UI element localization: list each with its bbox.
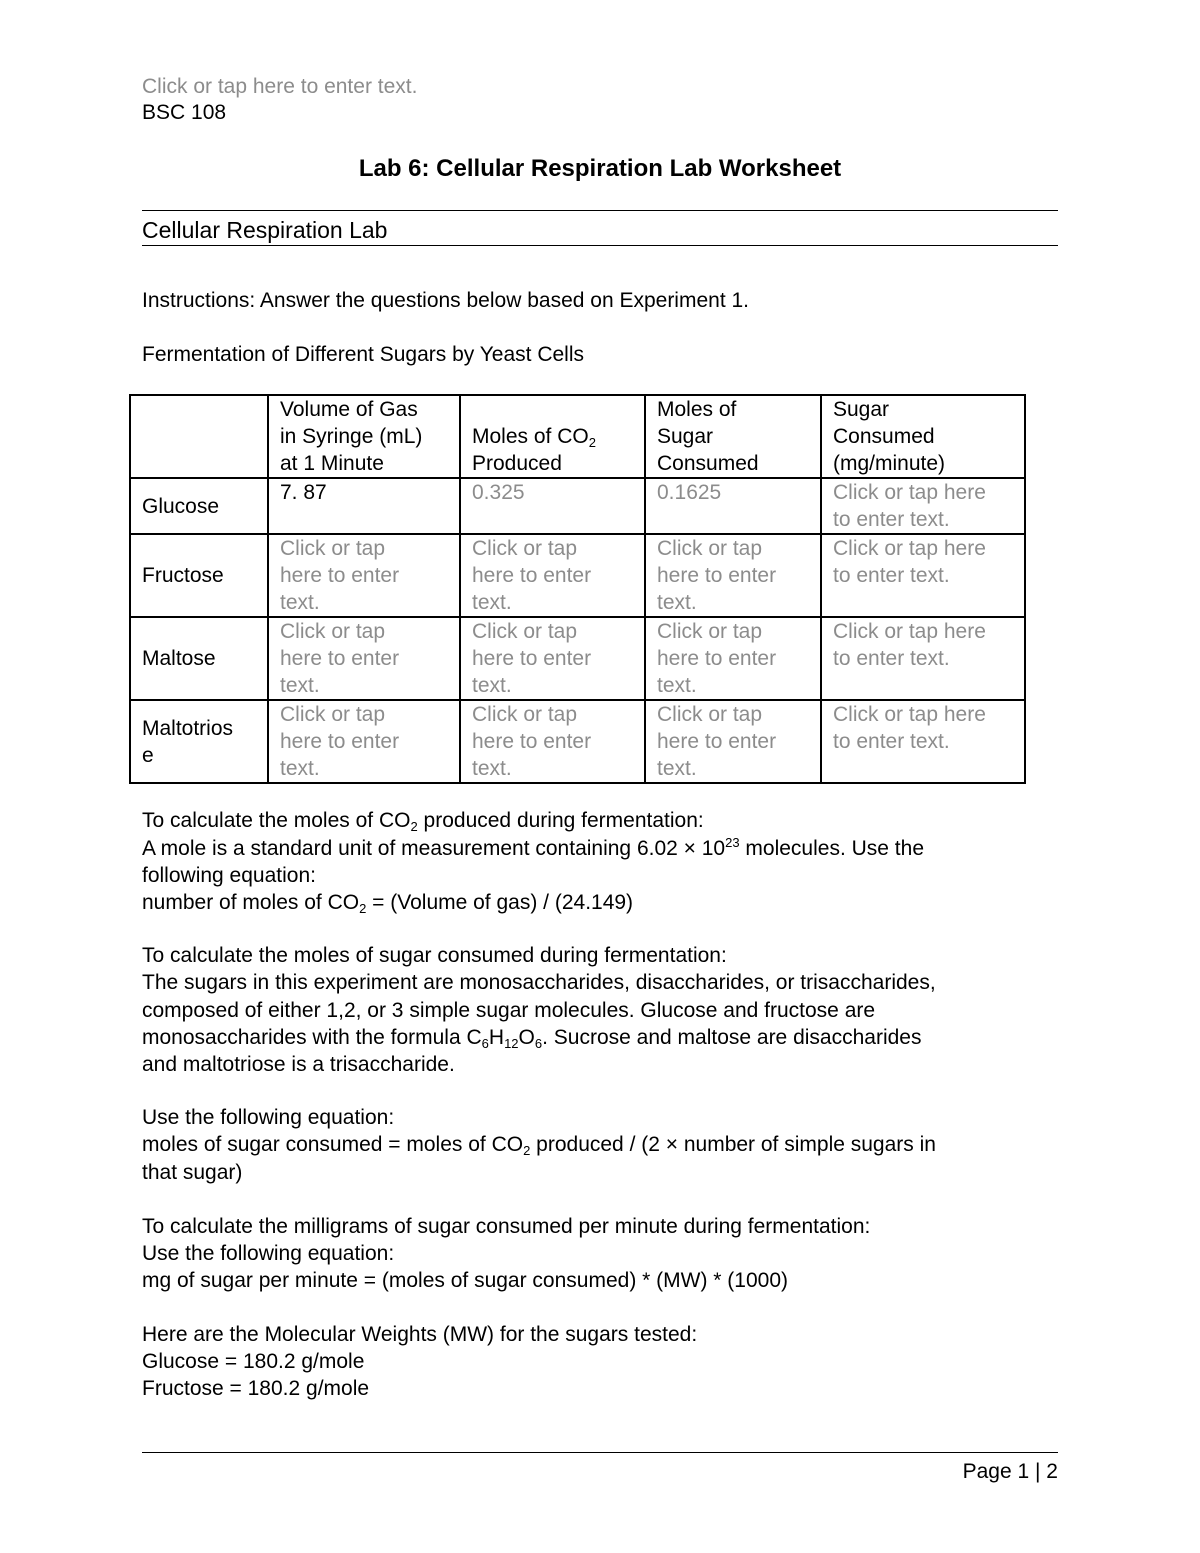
use-equation-label: Use the following equation: — [142, 1242, 395, 1265]
cell-mg-per-min-glucose[interactable] — [821, 478, 1025, 534]
cell-placeholder-line: Click or tap here — [833, 537, 986, 560]
page-number: Page 1 | 2 — [962, 1460, 1058, 1483]
sugar-paragraph-line: composed of either 1,2, or 3 simple sugar molecules. Glucose and fructose are — [142, 999, 876, 1022]
formula-subscript: 6 — [534, 1036, 543, 1051]
cell-placeholder-line: Click or tap — [472, 703, 578, 726]
cell-moles-sugar-maltotriose[interactable] — [645, 700, 821, 783]
row-label-text: Fructose — [142, 564, 224, 587]
header-volume-line: in Syringe (mL) — [280, 425, 423, 448]
cell-placeholder-line: here to enter — [472, 564, 592, 587]
co2-subscript: 2 — [410, 819, 418, 834]
instructions-text: Instructions: Answer the questions below based on Experiment 1. — [142, 289, 750, 312]
equation-moles-sugar — [142, 1131, 1072, 1158]
cell-mg-per-min-maltotriose[interactable] — [821, 700, 1025, 783]
cell-placeholder-line: Click or tap — [472, 620, 578, 643]
header-moles-co2-line: Produced — [472, 452, 562, 475]
row-label-glucose — [130, 478, 268, 534]
cell-placeholder-line: Click or tap — [280, 620, 386, 643]
cell-placeholder-line: here to enter — [472, 730, 592, 753]
section-heading: Cellular Respiration Lab — [142, 217, 388, 243]
header-empty-cell — [130, 395, 268, 478]
header-volume — [268, 395, 460, 478]
cell-placeholder-line: text. — [472, 674, 512, 697]
cell-mg-per-min-maltose[interactable] — [821, 617, 1025, 700]
mole-definition-text: molecules. Use the — [739, 837, 924, 860]
cell-moles-co2-maltose[interactable] — [460, 617, 645, 700]
sugar-paragraph-line: and maltotriose is a trisaccharide. — [142, 1053, 455, 1076]
header-sugar-consumed-line: (mg/minute) — [833, 452, 946, 475]
sugar-paragraph-text: H — [488, 1026, 505, 1049]
section-bottom-rule — [142, 245, 1058, 246]
sugar-paragraph-text: . Sucrose and maltose are disaccharides — [542, 1026, 922, 1049]
cell-placeholder-line: text. — [657, 757, 697, 780]
cell-placeholder-line: text. — [280, 591, 320, 614]
cell-placeholder-line: here to enter — [280, 730, 400, 753]
header-sugar-consumed — [821, 395, 1025, 478]
table-row-glucose — [130, 478, 1025, 534]
cell-placeholder-line: to enter text. — [833, 508, 950, 531]
equation-text: = (Volume of gas) / (24.149) — [366, 891, 634, 914]
row-label-text: Maltotrios — [142, 716, 234, 740]
header-moles-sugar-line: Consumed — [657, 452, 759, 475]
header-moles-co2 — [460, 395, 645, 478]
cell-placeholder-line: Click or tap — [657, 703, 763, 726]
row-label-text: Maltose — [142, 647, 216, 670]
fermentation-table — [129, 394, 1026, 784]
cell-placeholder-line: here to enter — [657, 730, 777, 753]
equation-text: moles of sugar consumed = moles of CO — [142, 1133, 524, 1156]
cell-placeholder-line: text. — [280, 674, 320, 697]
sugar-paragraph-line — [142, 1024, 1072, 1051]
formula-subscript: 12 — [504, 1036, 519, 1051]
cell-placeholder-line: text. — [657, 674, 697, 697]
equation-mg-per-minute: mg of sugar per minute = (moles of sugar consumed) * (MW) * (1000) — [142, 1269, 788, 1292]
sugar-intro: To calculate the moles of sugar consumed during fermentation: — [142, 944, 727, 967]
cell-value: 0.1625 — [657, 481, 722, 504]
header-volume-line: Volume of Gas — [280, 398, 418, 421]
cell-moles-sugar-glucose[interactable] — [645, 478, 821, 534]
cell-value: 7. 87 — [280, 481, 327, 504]
formula-subscript: 6 — [481, 1036, 489, 1051]
header-volume-line: at 1 Minute — [280, 452, 384, 475]
cell-placeholder-line: text. — [472, 757, 512, 780]
co2-subscript: 2 — [588, 435, 596, 450]
name-placeholder-field[interactable]: Click or tap here to enter text. — [142, 75, 418, 98]
cell-placeholder-line: Click or tap — [280, 703, 386, 726]
co2-subscript: 2 — [359, 901, 367, 916]
table-row-maltose — [130, 617, 1025, 700]
sugar-paragraph-line: The sugars in this experiment are monosaccharides, disaccharides, or trisaccharides, — [142, 971, 936, 994]
cell-placeholder-line: here to enter — [280, 647, 400, 670]
mg-intro: To calculate the milligrams of sugar consumed per minute during fermentation: — [142, 1215, 871, 1238]
cell-placeholder-line: here to enter — [657, 647, 777, 670]
cell-placeholder-line: here to enter — [657, 564, 777, 587]
table-row-maltotriose — [130, 700, 1025, 783]
cell-placeholder-line: to enter text. — [833, 564, 950, 587]
header-moles-co2-text: Moles of CO — [472, 425, 589, 448]
cell-moles-co2-glucose[interactable] — [460, 478, 645, 534]
header-sugar-consumed-line: Consumed — [833, 425, 935, 448]
row-label-text: Glucose — [142, 494, 220, 518]
cell-placeholder-line: to enter text. — [833, 730, 950, 753]
header-moles-sugar-line: Sugar — [657, 425, 714, 448]
cell-placeholder-line: Click or tap here — [833, 481, 986, 504]
cell-moles-co2-fructose[interactable] — [460, 534, 645, 617]
row-label-fructose — [130, 534, 268, 617]
cell-placeholder-line: Click or tap — [472, 537, 578, 560]
co2-intro — [142, 807, 1072, 834]
mole-definition-text: A mole is a standard unit of measurement containing 6.02 × 10 — [142, 837, 726, 860]
cell-volume-glucose[interactable] — [268, 478, 460, 534]
cell-placeholder-line: text. — [280, 757, 320, 780]
cell-placeholder-line: Click or tap — [657, 537, 763, 560]
equation-moles-co2 — [142, 889, 1072, 916]
equation-text: number of moles of CO — [142, 891, 360, 914]
cell-moles-co2-maltotriose[interactable] — [460, 700, 645, 783]
header-moles-sugar — [645, 395, 821, 478]
cell-moles-sugar-maltose[interactable] — [645, 617, 821, 700]
cell-placeholder-line: Click or tap — [657, 620, 763, 643]
row-label-maltotriose — [130, 700, 268, 783]
sugar-paragraph-text: O — [518, 1026, 535, 1049]
co2-intro-text: To calculate the moles of CO — [142, 809, 411, 832]
cell-volume-maltose[interactable] — [268, 617, 460, 700]
mw-intro: Here are the Molecular Weights (MW) for the sugars tested: — [142, 1323, 698, 1346]
header-moles-sugar-line: Moles of — [657, 398, 737, 421]
table-header-row — [130, 395, 1025, 478]
footer-rule — [142, 1452, 1058, 1453]
exponent-superscript: 23 — [725, 835, 740, 850]
cell-placeholder-line: Click or tap here — [833, 703, 986, 726]
cell-placeholder-line: to enter text. — [833, 647, 950, 670]
section-top-rule — [142, 210, 1058, 211]
table-row-fructose — [130, 534, 1025, 617]
row-label-text: e — [142, 743, 154, 767]
table-caption: Fermentation of Different Sugars by Yeast Cells — [142, 343, 585, 366]
mole-definition — [142, 835, 1072, 862]
mole-definition-cont: following equation: — [142, 864, 316, 887]
cell-volume-maltotriose[interactable] — [268, 700, 460, 783]
course-code: BSC 108 — [142, 101, 227, 124]
cell-mg-per-min-fructose[interactable] — [821, 534, 1025, 617]
mw-fructose: Fructose = 180.2 g/mole — [142, 1377, 370, 1400]
cell-value: 0.325 — [472, 481, 525, 504]
use-equation-label: Use the following equation: — [142, 1106, 395, 1129]
sugar-paragraph-text: monosaccharides with the formula C — [142, 1026, 482, 1049]
header-sugar-consumed-line: Sugar — [833, 398, 890, 421]
equation-moles-sugar-cont: that sugar) — [142, 1161, 243, 1184]
cell-moles-sugar-fructose[interactable] — [645, 534, 821, 617]
page-title: Lab 6: Cellular Respiration Lab Worksheet — [358, 155, 842, 182]
cell-placeholder-line: text. — [472, 591, 512, 614]
cell-placeholder-line: here to enter — [280, 564, 400, 587]
row-label-maltose — [130, 617, 268, 700]
equation-text: produced / (2 × number of simple sugars in — [530, 1133, 936, 1156]
cell-placeholder-line: Click or tap here — [833, 620, 986, 643]
cell-volume-fructose[interactable] — [268, 534, 460, 617]
cell-placeholder-line: here to enter — [472, 647, 592, 670]
co2-subscript: 2 — [523, 1143, 531, 1158]
mw-glucose: Glucose = 180.2 g/mole — [142, 1350, 365, 1373]
cell-placeholder-line: text. — [657, 591, 697, 614]
co2-intro-text: produced during fermentation: — [417, 809, 704, 832]
cell-placeholder-line: Click or tap — [280, 537, 386, 560]
